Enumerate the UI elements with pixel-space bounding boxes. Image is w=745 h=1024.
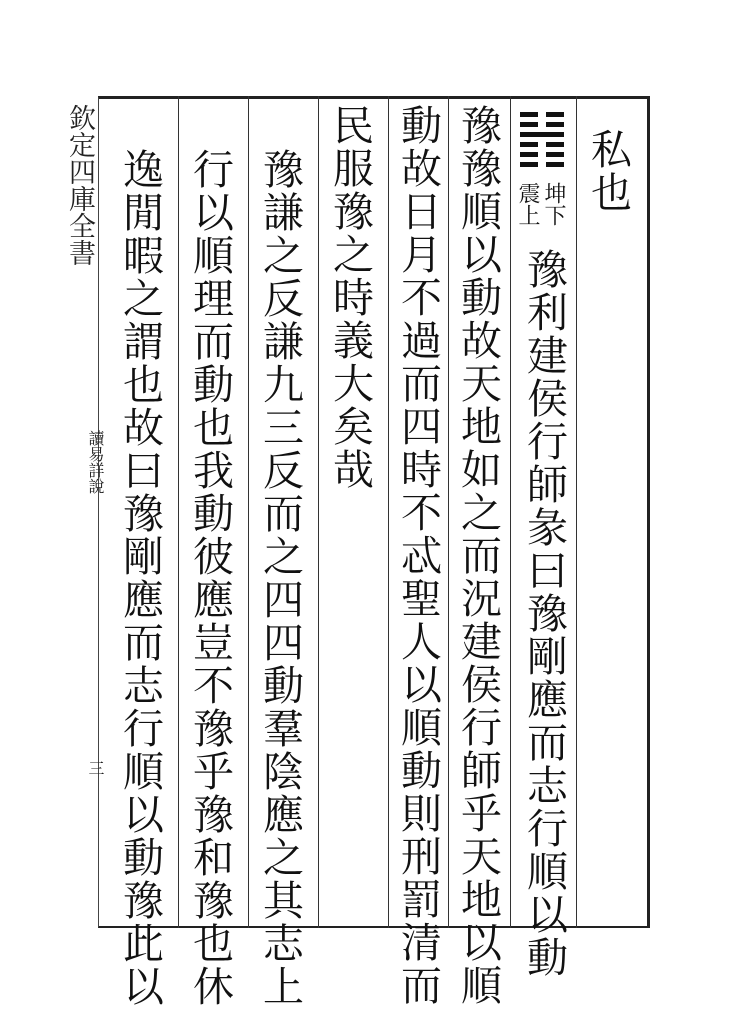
text-column-1: 私也 <box>584 128 632 214</box>
margin-title: 欽定四庫全書 <box>64 104 95 266</box>
column-rule <box>178 96 179 928</box>
trigram-lower-note: 坤下 <box>541 182 566 226</box>
column-rule <box>448 96 449 928</box>
text-column-8: 逸閒暇之謂也故曰豫剛應而志行順以動豫此以 <box>116 148 164 1008</box>
column-rule <box>576 96 577 928</box>
text-column-5: 民服豫之時義大矣哉 <box>326 104 374 491</box>
column-rule <box>388 96 389 928</box>
text-column-2: 豫利建侯行師彖曰豫剛應而志行順以動 <box>520 248 568 979</box>
text-column-6: 豫謙之反謙九三反而之四四動羣陰應之其志上 <box>256 148 304 1008</box>
text-column-4: 動故日月不過而四時不忒聖人以順動則刑罰清而 <box>394 104 442 1007</box>
trigram-upper-note: 震上 <box>515 182 540 226</box>
column-rule <box>318 96 319 928</box>
margin-chapter: 讀易詳說 <box>86 430 105 494</box>
margin-page-number: 三 <box>86 760 105 776</box>
column-rule <box>510 96 511 928</box>
column-rule <box>248 96 249 928</box>
text-column-3: 豫豫順以動故天地如之而況建侯行師乎天地以順 <box>454 104 502 1007</box>
text-column-7: 行以順理而動也我動彼應豈不豫乎豫和豫也休 <box>186 148 234 1008</box>
